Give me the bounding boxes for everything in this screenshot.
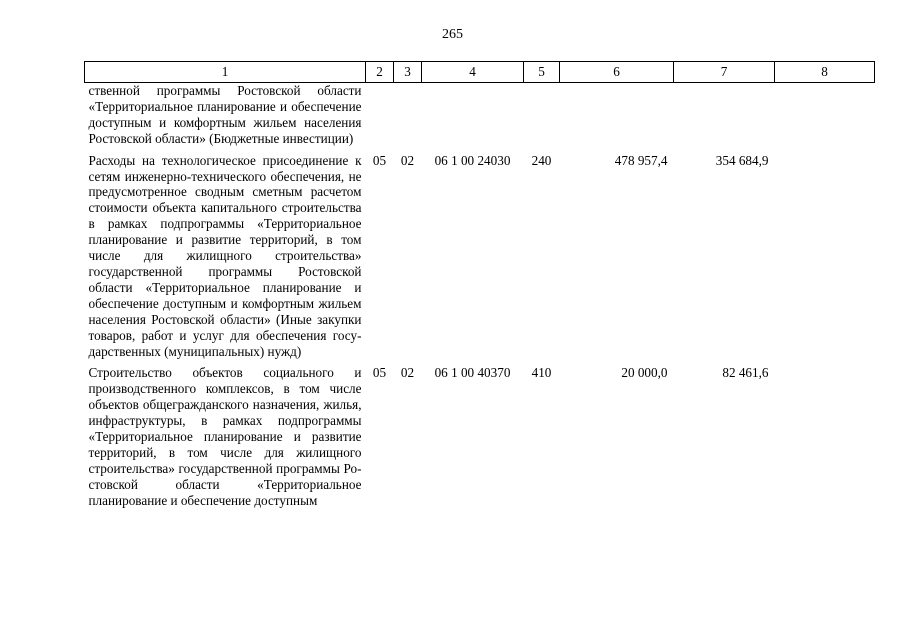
row-target-article <box>422 83 524 147</box>
row-target-article: 06 1 00 24030 <box>434 152 511 168</box>
row-section: 05 <box>372 365 387 381</box>
row-amount-3 <box>775 359 875 508</box>
row-amount-1: 478 957,4 <box>614 152 668 168</box>
row-expense-type: 240 <box>531 152 552 168</box>
row-amount-2: 354 684,9 <box>715 152 769 168</box>
row-expense-type <box>524 83 560 147</box>
row-amount-2 <box>674 83 775 147</box>
row-subsection: 02 <box>400 152 415 168</box>
header-col-3: 3 <box>394 62 422 83</box>
budget-table <box>84 61 875 509</box>
table-row <box>85 147 875 360</box>
row-amount-2: 82 461,6 <box>722 365 769 381</box>
header-col-8: 8 <box>775 62 875 83</box>
row-amount-1 <box>560 83 674 147</box>
row-section <box>366 83 394 147</box>
header-col-1: 1 <box>85 62 366 83</box>
row-amount-3 <box>775 83 875 147</box>
header-col-5: 5 <box>524 62 560 83</box>
header-col-4: 4 <box>422 62 524 83</box>
row-description: ственной программы Ростовской области «Территориальное планирование и обеспечение доступным и комфортным жильем населения Ростовской области» (Бюджетные инвестиции) <box>88 83 362 146</box>
row-subsection: 02 <box>400 365 415 381</box>
header-col-2: 2 <box>366 62 394 83</box>
row-target-article: 06 1 00 40370 <box>434 365 511 381</box>
table-row <box>85 359 875 508</box>
header-row <box>85 62 875 83</box>
page-number: 265 <box>442 27 463 42</box>
row-amount-3 <box>775 147 875 360</box>
header-col-7: 7 <box>674 62 775 83</box>
row-expense-type: 410 <box>531 365 552 381</box>
header-col-6: 6 <box>560 62 674 83</box>
row-description: Расходы на технологическое присоединение к сетям инженерно-технического обеспечения, не предусмотренное сводным сметным расчетом стоимости объекта капитального строительства в рамках подпрограммы «Территориальное планирование и развитие территорий, в том числе для жилищного строительства» государственной программы Ростовской области «Территориальное планирование и обеспечение доступным и комфортным жильем населения Ростовской области» (Иные закупки товаров, работ и услуг для обеспечения государственных (муниципальных) нужд) <box>88 152 362 359</box>
row-description: Строительство объектов социального и производственного комплексов, в том числе объектов общегражданского назначения, жилья, инфраструктуры, в рамках подпрограммы «Территориальное планирование и развитие территорий, в том числе для жилищного строительства» государственной программы Ростовской области «Территориальное планирование и обеспечение доступным <box>88 365 362 508</box>
row-section: 05 <box>372 152 387 168</box>
row-amount-1: 20 000,0 <box>621 365 668 381</box>
table-row <box>85 83 875 147</box>
row-subsection <box>394 83 422 147</box>
